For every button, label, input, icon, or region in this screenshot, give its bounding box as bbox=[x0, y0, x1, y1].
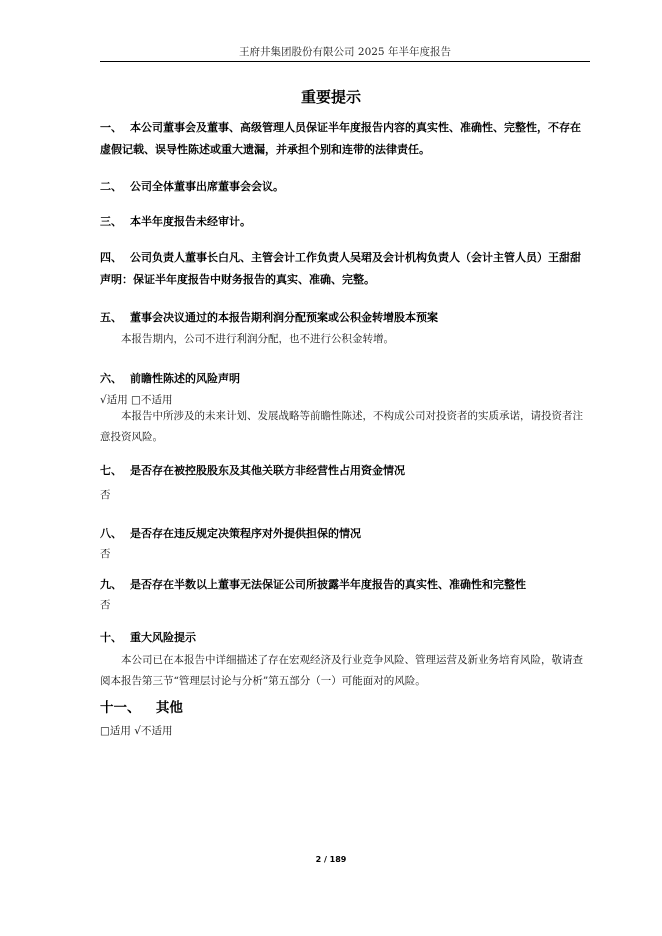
item-3-number: 三、 bbox=[100, 215, 122, 228]
item-1-number: 一、 bbox=[100, 121, 122, 134]
item-3 bbox=[100, 211, 590, 233]
item-4 bbox=[100, 247, 590, 291]
item-8-number: 八、 bbox=[100, 527, 122, 540]
item-1-text: 本公司董事会及董事、高级管理人员保证半年度报告内容的真实性、准确性、完整性，不存在虚假记载、误导性陈述或重大遗漏，并承担个别和连带的法律责任。 bbox=[100, 121, 581, 156]
item-8-heading bbox=[100, 523, 590, 545]
item-6-heading bbox=[100, 368, 590, 390]
item-5-number: 五、 bbox=[100, 311, 122, 324]
item-2-number: 二、 bbox=[100, 180, 122, 193]
item-2 bbox=[100, 176, 590, 198]
item-5-text: 董事会决议通过的本报告期利润分配预案或公积金转增股本预案 bbox=[130, 311, 438, 324]
item-10-number: 十、 bbox=[100, 631, 122, 644]
item-5-body: 本报告期内，公司不进行利润分配，也不进行公积金转增。 bbox=[121, 333, 394, 345]
item-8-text: 是否存在违反规定决策程序对外提供担保的情况 bbox=[130, 527, 361, 540]
item-6-number: 六、 bbox=[100, 372, 122, 385]
header-divider bbox=[100, 61, 590, 62]
item-9-answer: 否 bbox=[100, 599, 111, 611]
item-4-number: 四、 bbox=[100, 251, 122, 264]
item-6-body: 本报告中所涉及的未来计划、发展战略等前瞻性陈述，不构成公司对投资者的实质承诺，请投资者注意投资风险。 bbox=[100, 410, 583, 443]
item-10-heading bbox=[100, 627, 590, 649]
item-6-applicability: √适用 □不适用 bbox=[100, 394, 173, 406]
item-10-body: 本公司已在本报告中详细描述了存在宏观经济及行业竞争风险、管理运营及新业务培育风险，敬请查阅本报告第三节“管理层讨论与分析”第五部分（一）可能面对的风险。 bbox=[100, 654, 583, 687]
item-7-number: 七、 bbox=[100, 464, 122, 477]
item-10-text: 重大风险提示 bbox=[130, 631, 196, 644]
item-7-answer: 否 bbox=[100, 489, 111, 501]
item-11-applicability: □适用 √不适用 bbox=[100, 725, 173, 737]
item-4-text: 公司负责人董事长白凡、主管会计工作负责人吴珺及会计机构负责人（会计主管人员）王甜甜声明：保证半年度报告中财务报告的真实、准确、完整。 bbox=[100, 251, 581, 286]
item-6-text: 前瞻性陈述的风险声明 bbox=[130, 372, 240, 385]
item-1 bbox=[100, 117, 590, 161]
item-11-heading bbox=[100, 697, 590, 719]
page-header: 王府井集团股份有限公司 2025 年半年度报告 bbox=[239, 46, 451, 58]
item-7-heading bbox=[100, 460, 590, 482]
item-2-text: 公司全体董事出席董事会会议。 bbox=[130, 180, 284, 193]
item-8-answer: 否 bbox=[100, 548, 111, 560]
page-number: 2 / 189 bbox=[315, 855, 347, 864]
item-9-number: 九、 bbox=[100, 578, 122, 591]
item-11-text: 其他 bbox=[155, 700, 183, 716]
item-9-heading bbox=[100, 574, 590, 596]
page-title: 重要提示 bbox=[300, 88, 361, 106]
item-7-text: 是否存在被控股股东及其他关联方非经营性占用资金情况 bbox=[130, 464, 405, 477]
item-9-text: 是否存在半数以上董事无法保证公司所披露半年度报告的真实性、准确性和完整性 bbox=[130, 578, 526, 591]
item-3-text: 本半年度报告未经审计。 bbox=[130, 215, 251, 228]
item-5-heading bbox=[100, 307, 590, 329]
item-11-number: 十一、 bbox=[100, 700, 141, 716]
